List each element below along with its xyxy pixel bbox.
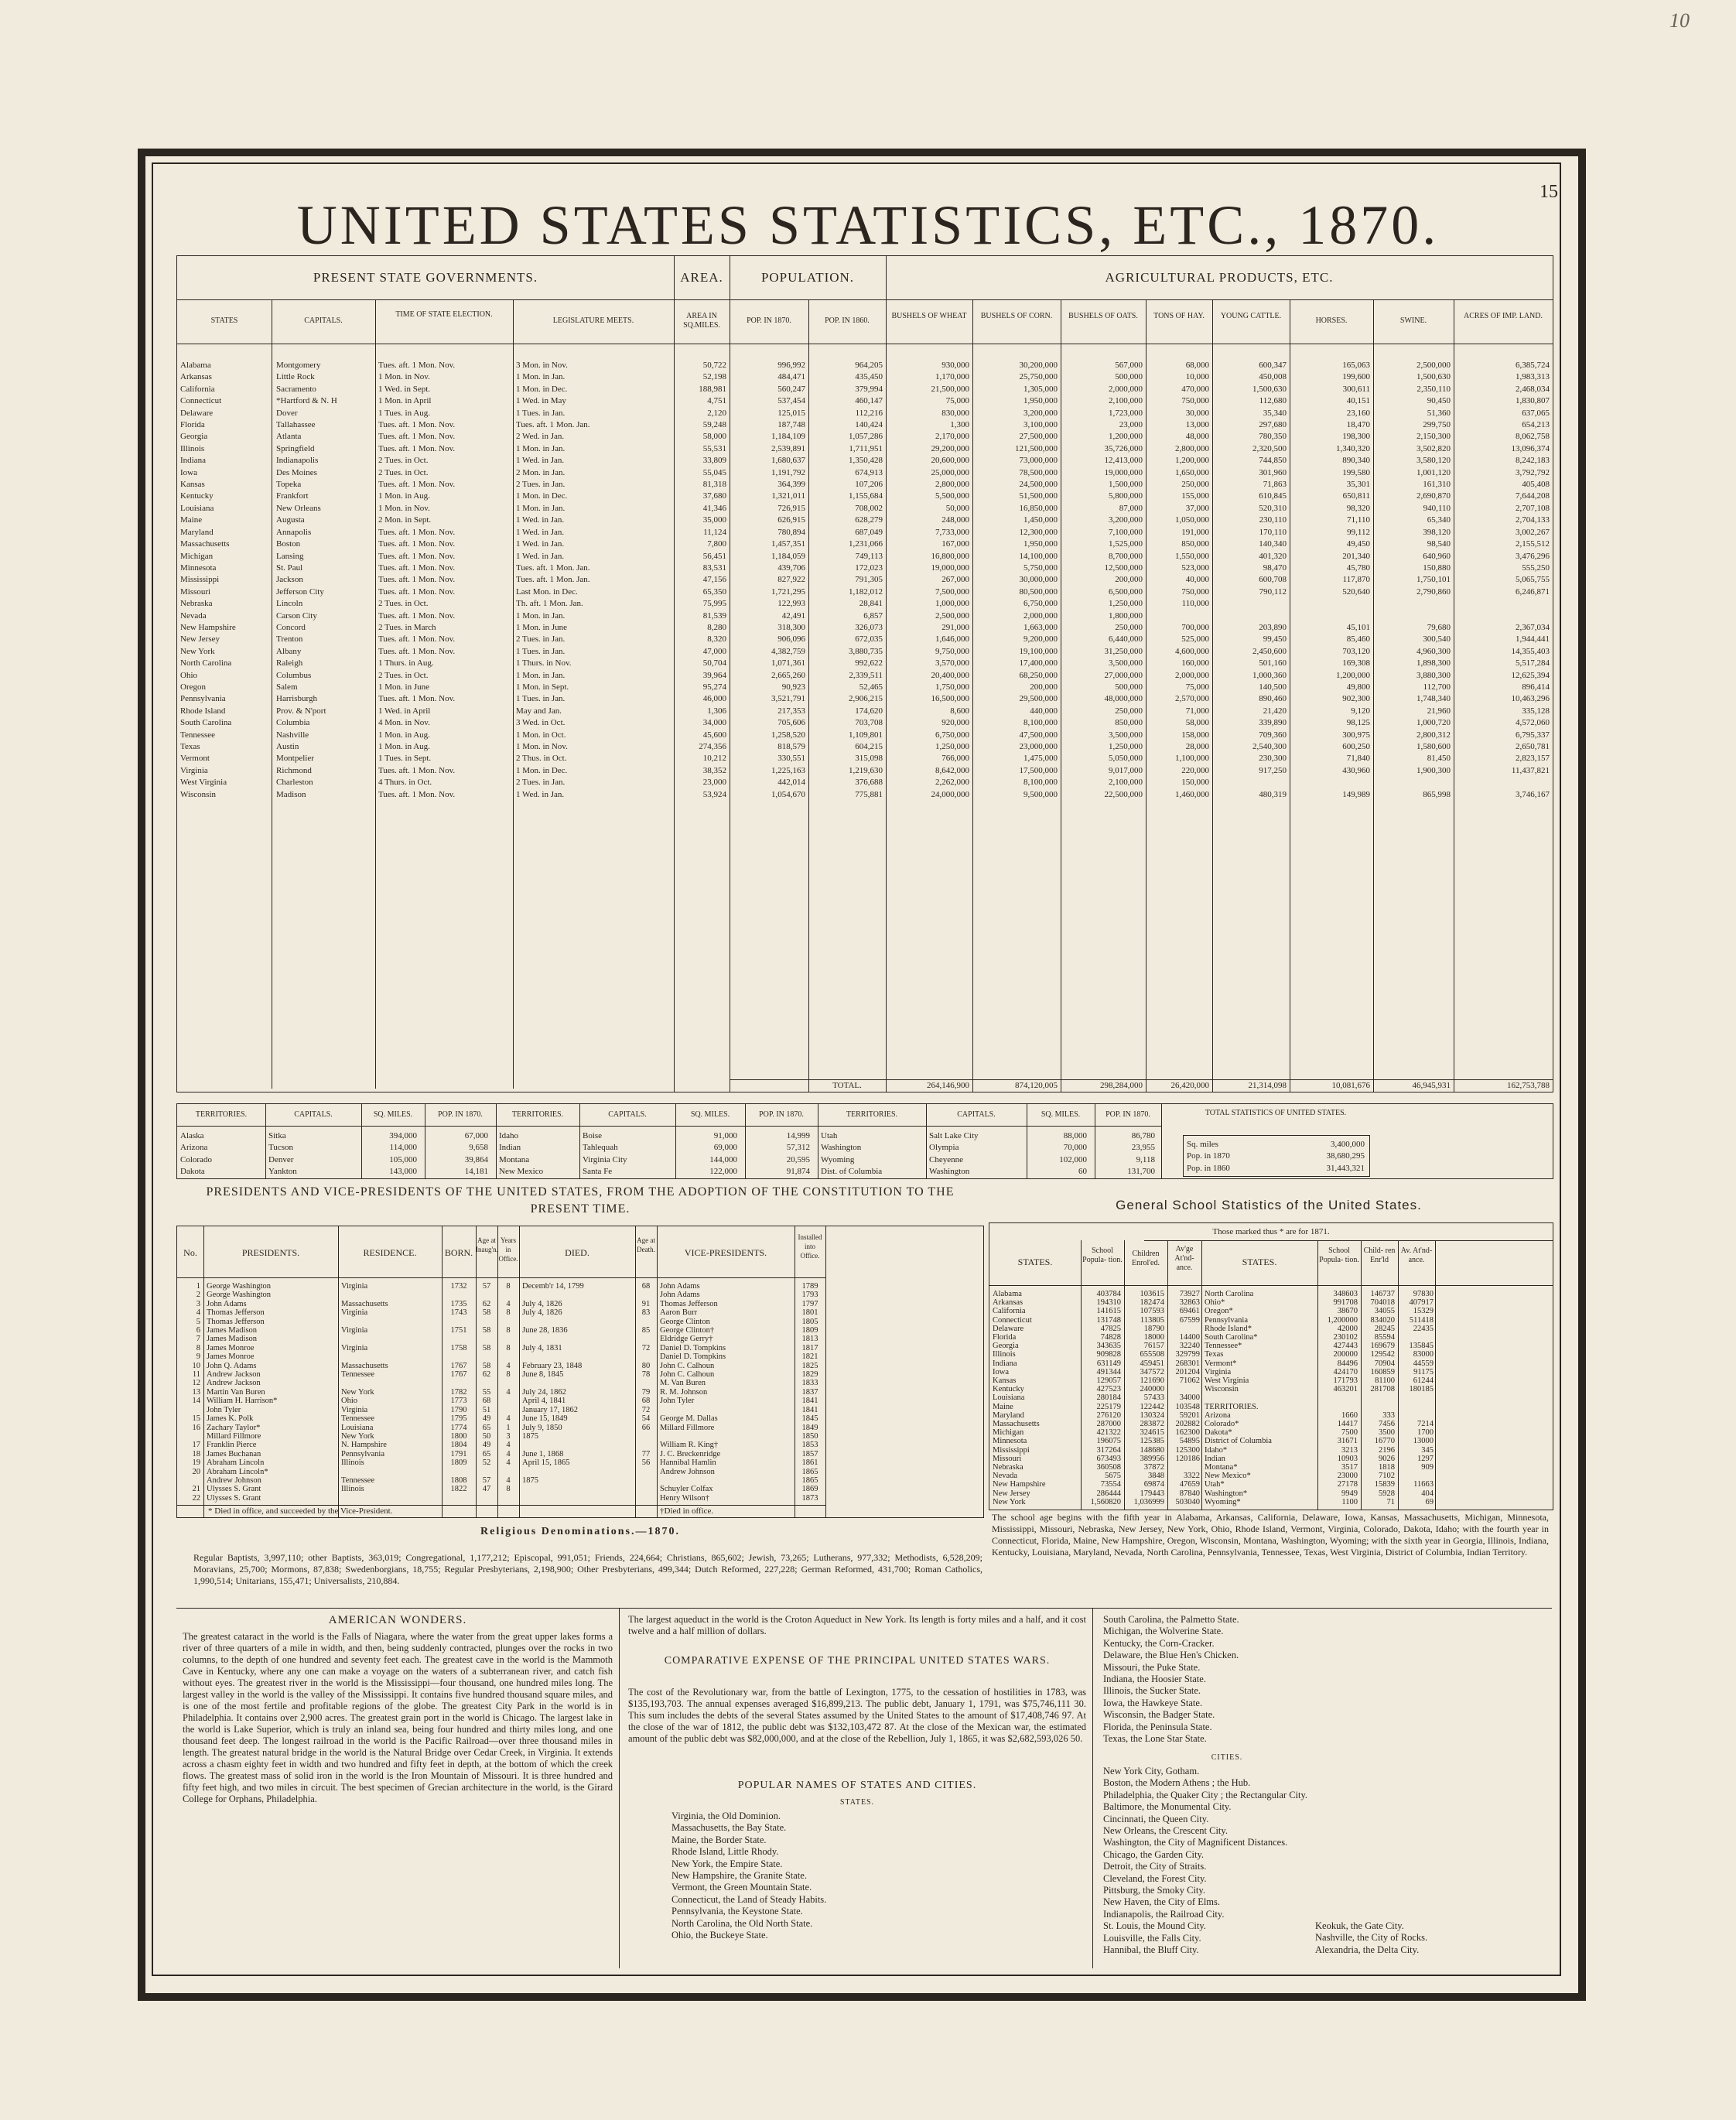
corner-note: 10 [1669,9,1690,32]
hdr-pop1860: POP. IN 1860. [825,316,870,325]
section-agri: AGRICULTURAL PRODUCTS, ETC. [1105,270,1334,285]
section-area: AREA. [680,270,723,285]
pres-footnote-1: * Died in office, and succeeded by the Vice-President. [208,1506,393,1516]
hdr-hay: TONS OF HAY. [1153,312,1205,320]
school-right-att: 97830 407917 15329 511418 22435 135845 83000 44559 91175 61244 180185 7214 1700 13000 345 1297 909 11663 404 69 [1409,1290,1434,1506]
col-swine: 2,500,000 1,500,630 2,350,110 90,450 51,360 299,750 2,150,300 3,502,820 3,580,120 1,001,120 161,310 2,690,870 940,110 65,340 398,120 98,540 640,960 150,880 1,750,101 2,790,860 79,680 300,540 4,960,300 1,898,300 3,880,300 112,700 1,748,340 21,960 1,000,720 2,800,312 1,580,600 81,450 1,900,300 865,998 [1416,361,1451,799]
pres-col-born: 1732 1735 1743 1751 1758 1767 1767 1782 1773 1790 1795 1774 1800 1804 1791 1809 1808 1822 [450,1282,467,1494]
pres-hdr-pres: PRESIDENTS. [241,1247,300,1258]
hdr-oats: BUSHELS OF OATS. [1068,312,1138,320]
terr-hdr-c2: CAPITALS. [608,1110,647,1119]
presidents-table [176,1226,984,1518]
state-table [176,255,1553,1092]
popular-cities-b: Keokuk, the Gate City. Nashville, the City of Rocks. Alexandria, the Delta City. [1315,1920,1428,1955]
wonders-title: AMERICAN WONDERS. [328,1614,467,1626]
hdr-swine: SWINE. [1399,316,1427,325]
terr-hdr-s2: SQ. MILES. [690,1110,730,1119]
pres-col-agedeath: 68 91 83 85 72 80 78 79 68 72 54 66 77 56 [641,1282,651,1468]
school-hdr-att2: Av. At'nd- ance. [1400,1246,1433,1264]
total-cattle: 21,314,098 [1248,1081,1287,1090]
school-table [989,1222,1553,1510]
col-states: Alabama Arkansas California Connecticut Delaware Florida Georgia Illinois Indiana Iowa Kansas Kentucky Louisiana Maine Maryland Massachusetts Michigan Minnesota Mississippi Missouri Nebraska Nevada New Hampshire New Jersey New York North Carolina Ohio Oregon Pennsylvania Rhode Island South Carolina Tennessee Texas Vermont Virginia West Virginia Wisconsin [180,361,236,799]
pres-hdr-res: RESIDENCE. [363,1247,417,1258]
page-number: 15 [1540,182,1558,202]
section-pop: POPULATION. [760,270,855,285]
school-right-pop: 348603 991708 38670 1,200000 42000 230102 427443 200000 84496 424170 171793 463201 1660 14417 7500 31671 3213 10903 3517 23000 27178 9949 1100 [1327,1290,1358,1506]
school-note: Those marked thus * are for 1871. [1212,1227,1330,1236]
col-capitals: Montgomery Little Rock Sacramento *Hartford & N. H Dover Tallahassee Atlanta Springfield Indianapolis Des Moines Topeka Frankfort New Orleans Augusta Annapolis Boston Lansing St. Paul Jackson Jefferson City Lincoln Carson City Concord Trenton Albany Raleigh Columbus Salem Harrisburgh Prov. & N'port Columbia Nashville Austin Montpelier Richmond Charleston Madison [276,361,337,799]
terr-g2-pop: 14,999 57,312 20,595 91,874 [786,1131,810,1177]
pres-col-years: 8 4 8 8 8 4 8 4 4 1 3 4 4 4 4 8 [506,1282,511,1494]
school-left-att: 73927 32863 69461 67599 14400 32240 329799 268301 201204 71062 34000 103548 59201 202882 162300 54895 125300 120186 3322 47659 87840 503040 [1175,1290,1200,1506]
popular-states-b: South Carolina, the Palmetto State. Michigan, the Wolverine State. Kentucky, the Corn-Cracker. Delaware, the Blue Hen's Chicken. Missouri, the Puke State. Indiana, the Hoosier State. Illinois, the Sucker State. Iowa, the Hawkeye State. Wisconsin, the Badger State. Florida, the Peninsula State. Texas, the Lone Star State. [1103,1614,1239,1745]
hdr-cattle: YOUNG CATTLE. [1220,312,1282,320]
section-gov: PRESENT STATE GOVERNMENTS. [313,270,538,285]
terr-g1-capitals: Sitka Tucson Denver Yankton [268,1131,297,1177]
total-swine: 46,945,931 [1412,1081,1451,1090]
col-hay: 68,000 10,000 470,000 750,000 30,000 13,000 48,000 2,800,000 1,200,000 1,650,000 250,000 155,000 37,000 1,050,000 191,000 850,000 1,550,000 523,000 40,000 750,000 110,000 700,000 525,000 4,600,000 160,000 2,000,000 75,000 2,570,000 71,000 58,000 158,000 28,000 1,100,000 220,000 150,000 1,460,000 [1175,361,1209,799]
terr-g1-names: Alaska Arizona Colorado Dakota [180,1131,212,1177]
terr-hdr-p2: POP. IN 1870. [759,1110,804,1119]
pres-hdr-born: BORN. [444,1247,473,1258]
hdr-wheat: BUSHELS OF WHEAT [891,312,967,320]
popular-cities-label: CITIES. [1211,1753,1243,1762]
pres-hdr-agedeath: Age at Death. [637,1236,655,1253]
pres-hdr-died: DIED. [565,1247,589,1258]
school-hdr-enrol: Children Enrol'ed. [1132,1250,1160,1267]
pres-col-res: Virginia Massachusetts Virginia Virginia Virginia Massachusetts Tennessee New York Ohio Virginia Tennessee Louisiana New York N. Hampshire Pennsylvania Illinois Tennessee Illinois [341,1282,388,1494]
religious-text: Regular Baptists, 3,997,110; other Baptists, 363,019; Congregational, 1,177,212; Episcopal, 991,051; Friends, 224,664; Christians, 865,602; Jewish, 73,265; Lutherans, 977,332; Methodists, 6,528,209; Moravians, 25,700; Mormons, 87,838; Swedenborgians, 18,755; Regular Presbyterians, 2,198,900; Other Presbyterians, 499,344; Dutch Reformed, 227,228; German Reformed, 431,700; Roman Catholics, 1,990,514; Unitarians, 155,471; Universalists, 210,884. [193,1552,982,1586]
col-cattle: 600,347 450,008 1,500,630 112,680 35,340 297,680 780,350 2,320,500 744,850 301,960 71,863 610,845 520,310 230,110 170,110 140,340 401,320 98,470 600,708 790,112 203,890 99,450 2,450,600 501,160 1,000,360 140,500 890,460 21,420 339,890 709,360 2,540,300 230,300 917,250 480,319 [1252,361,1287,799]
pres-col-no: 1 2 3 4 5 6 7 8 9 10 11 12 13 14 15 16 17 18 19 20 21 22 [192,1282,200,1503]
hdr-legislature: LEGISLATURE MEETS. [552,316,634,325]
school-left-pop: 403784 194310 141615 131748 47825 74828 343635 909828 631149 491344 129057 427523 280184 225179 276120 287000 421322 196075 317264 673493 360508 5675 73554 286444 1,560820 [1090,1290,1121,1506]
pres-hdr-inaug: Age at Inaug'n. [476,1236,498,1253]
col-corn: 30,200,000 25,750,000 1,305,000 1,950,000 3,200,000 3,100,000 27,500,000 121,500,000 73,000,000 78,500,000 24,500,000 51,500,000 16,850,000 1,450,000 12,300,000 1,950,000 14,100,000 5,750,000 30,000,000 80,500,000 6,750,000 2,000,000 1,663,000 9,200,000 19,100,000 17,400,000 68,250,000 200,000 29,500,000 440,000 8,100,000 47,500,000 23,000,000 1,475,000 17,500,000 8,100,000 9,500,000 [1015,361,1058,799]
terr-g1-pop: 67,000 9,658 39,864 14,181 [464,1131,488,1177]
terr-total-labels: Sq. miles Pop. in 1870 Pop. in 1860 [1187,1140,1230,1173]
school-hdr-att: Av'ge At'nd- ance. [1174,1245,1194,1272]
pres-col-died: Decemb'r 14, 1799 July 4, 1826 July 4, 1826 June 28, 1836 July 4, 1831 February 23, 1848 June 8, 1845 July 24, 1862 April 4, 1841 January 17, 1862 June 15, 1849 July 9, 1850 1875 June 1, 1868 April 15, 1865 1875 [522,1282,584,1485]
pres-col-installed: 1789 1793 1797 1801 1805 1809 1813 1817 1821 1825 1829 1833 1837 1841 1841 1845 1849 1850 1853 1857 1861 1865 1865 1869 1873 [801,1282,818,1503]
hdr-corn: BUSHELS OF CORN. [980,312,1053,320]
school-age-note: The school age begins with the fifth year in Alabama, Arkansas, California, Delaware, Iowa, Kansas, Massachusetts, Michigan, Minnesota, Mississippi, Missouri, Nebraska, New Jersey, New York, Ohio, Rhode Island, Vermont, Virginia, Colorado, Dakota, Idaho; with the fourth year in Connecticut, Florida, Maine, New Hampshire, Oregon, Wisconsin, Montana, Washington, Wyoming; with the sixth year in Georgia, Illinois, Indiana, Kentucky, Louisiana, Maryland, Nevada, North Carolina, Pennsylvania, Tennessee, Texas, West Virginia, District of Columbia, Indian Territory. [992,1512,1549,1558]
pres-hdr-years: Years in Office. [498,1236,518,1263]
popular-states-label: STATES. [839,1798,875,1807]
terr-g2-capitals: Boise Tahlequah Virginia City Santa Fe [583,1131,627,1177]
hdr-pop1870: POP. IN 1870. [747,316,791,325]
col-legislature: 3 Mon. in Nov. 1 Mon. in Jan. 1 Mon. in Dec. 1 Wed. in May 1 Tues. in Jan. Tues. aft. 1 Mon. Jan. 2 Wed. in Jan. 1 Mon. in Jan. 1 Wed. in Jan. 2 Mon. in Jan. 2 Tues. in Jan. 1 Mon. in Dec. 1 Mon. in Jan. 1 Wed. in Jan. 1 Wed. in Jan. 1 Wed. in Jan. 1 Wed. in Jan. Tues. aft. 1 Mon. Jan. Tues. aft. 1 Mon. Jan. Last Mon. in Dec. Th. aft. 1 Mon. Jan. 1 Mon. in Jan. 1 Mon. in June 2 Tues. in Jan. 1 Tues. in Jan. 1 Thurs. in Nov. 1 Mon. in Jan. 1 Mon. in Sept. 1 Tues. in Jan. May and Jan. 3 Wed. in Oct. 1 Mon. in Oct. 1 Mon. in Nov. 2 Thus. in Oct. 1 Mon. in Dec. 2 Tues. in Jan. 1 Wed. in Jan. [516,361,590,799]
terr-hdr-c3: CAPITALS. [957,1110,996,1119]
col-election: Tues. aft. 1 Mon. Nov. 1 Mon. in Nov. 1 Wed. in Sept. 1 Mon. in April 1 Tues. in Aug. Tues. aft. 1 Mon. Nov. Tues. aft. 1 Mon. Nov. Tues. aft. 1 Mon. Nov. 2 Tues. in Oct. 2 Tues. in Oct. Tues. aft. 1 Mon. Nov. 1 Mon. in Aug. 1 Mon. in Nov. 2 Mon. in Sept. Tues. aft. 1 Mon. Nov. Tues. aft. 1 Mon. Nov. Tues. aft. 1 Mon. Nov. Tues. aft. 1 Mon. Nov. Tues. aft. 1 Mon. Nov. Tues. aft. 1 Mon. Nov. 2 Tues. in Oct. Tues. aft. 1 Mon. Nov. 2 Tues. in March Tues. aft. 1 Mon. Nov. Tues. aft. 1 Mon. Nov. 1 Thurs. in Aug. 2 Tues. in Oct. 1 Mon. in June Tues. aft. 1 Mon. Nov. 1 Wed. in April 4 Mon. in Nov. 1 Mon. in Aug. 1 Mon. in Aug. 1 Tues. in Sept. Tues. aft. 1 Mon. Nov. 4 Thurs. in Oct. Tues. aft. 1 Mon. Nov. [378,361,456,799]
terr-g3-names: Utah Washington Wyoming Dist. of Columbia [821,1131,883,1177]
total-corn: 874,120,005 [1015,1081,1058,1090]
territories-table [176,1103,1553,1179]
pres-col-inaug: 57 62 58 58 58 58 62 55 68 51 49 65 50 49 65 52 57 47 [482,1282,491,1494]
total-oats: 298,284,000 [1100,1081,1143,1090]
terr-g2-names: Idaho Indian Montana New Mexico [499,1131,544,1177]
col-horses: 165,063 199,600 300,611 40,151 23,160 18,470 198,300 1,340,320 890,340 199,580 35,301 650,811 98,320 71,110 99,112 49,450 201,340 45,780 117,870 520,640 45,101 85,460 703,120 169,308 1,200,000 49,800 902,300 9,120 98,125 300,975 600,250 71,840 430,960 149,989 [1336,361,1370,799]
school-hdr-pop: School Popula- tion. [1082,1246,1123,1264]
terr-g3-sq: 88,000 70,000 102,000 60 [1059,1131,1087,1177]
expense-text: The cost of the Revolutionary war, from the battle of Lexington, 1775, to the cessation of hostilities in 1783, was $135,193,703. The annual expenses averaged $16,899,213. The public debt, January 1, 1791, was $75,746,111 30. This sum includes the debts of the several States assumed by the United States to the amount of $17,408,746 97. At the close of the war of 1812, the public debt was $132,103,472 87. At the close of the Mexican war, the estimated amount of the public debt was $82,000,000, and at the close of the Rebellion, July 1, 1865, it was $2,682,593,026 50. [628,1687,1086,1744]
school-left-states: Alabama Arkansas California Connecticut Delaware Florida Georgia Illinois Indiana Iowa Kansas Kentucky Louisiana Maine Maryland Massachusetts Michigan Minnesota Mississippi Missouri Nebraska Nevada New Hampshire New Jersey New York [993,1290,1046,1506]
hdr-election: TIME OF STATE ELECTION. [395,310,493,319]
expense-title: COMPARATIVE EXPENSE OF THE PRINCIPAL UNITED STATES WARS. [664,1655,1051,1667]
religious-title: Religious Denominations.—1870. [480,1526,680,1537]
terr-hdr-s1: SQ. MILES. [373,1110,413,1119]
hdr-area: AREA IN SQ.MILES. [683,312,720,330]
col-pop1870: 996,992 484,471 560,247 537,454 125,015 187,748 1,184,109 2,539,891 1,680,637 1,191,792 364,399 1,321,011 726,915 626,915 780,894 1,457,351 1,184,059 439,706 827,922 1,721,295 122,993 42,491 318,300 906,096 4,382,759 1,071,361 2,665,260 90,923 3,521,791 217,353 705,606 1,258,520 818,579 330,551 1,225,163 442,014 1,054,670 [771,361,805,799]
terr-g2-sq: 91,000 69,000 144,000 122,000 [709,1131,737,1177]
popular-cities-a: New York City, Gotham. Boston, the Modern Athens ; the Hub. Philadelphia, the Quaker City ; the Rectangular City. Baltimore, the Monumental City. Cincinnati, the Queen City. New Orleans, the Crescent City. Washington, the City of Magnificent Distances. Chicago, the Garden City. Detroit, the City of Straits. Cleveland, the Forest City. Pittsburg, the Smoky City. New Haven, the City of Elms. Indianapolis, the Railroad City. St. Louis, the Mound City. Louisville, the Falls City. Hannibal, the Bluff City. [1103,1766,1308,1956]
school-left-enrol: 103615 182474 107593 113805 18790 18000 76157 655508 459451 347572 121690 240000 57433 122442 130324 283872 324615 125385 148680 389956 37872 3848 69874 179443 1,036999 [1133,1290,1164,1506]
school-right-enrol: 146737 704018 34055 834020 28245 85594 169679 129542 70904 160859 81100 281708 333 7456 3500 16770 2196 9026 1818 7102 15839 5928 71 [1370,1290,1395,1506]
terr-hdr-c1: CAPITALS. [294,1110,333,1119]
school-hdr-states: STATES. [1017,1257,1053,1267]
aqueduct-text: The largest aqueduct in the world is the Croton Aqueduct in New York. Its length is forty miles and a half, and it cost twelve and a half million of dollars. [628,1614,1086,1636]
terr-hdr-p3: POP. IN 1870. [1106,1110,1150,1119]
pres-footnote-2: †Died in office. [660,1506,714,1516]
hdr-acres: ACRES OF IMP. LAND. [1464,312,1543,320]
wonders-text: The greatest cataract in the world is the Falls of Niagara, where the water from the great upper lakes forms a river of three quarters of a mile in width, and then, being suddenly contracted, plunges over the rocks in two columns, to the depth of one hundred and seventy feet each. The greatest cave in the world is the Mammoth Cave in Kentucky, where any one can make a voyage on the waters of a subterranean river, and catch fish without eyes. The greatest river in the world is the Mississippi—four thousand, one hundred miles long. The largest valley in the world is the valley of the Mississippi. It contains five hundred thousand square miles, and is one of the most fertile and profitable regions of the globe. The greatest City Park in the world is in Philadelphia. It contains over 2,900 acres. The greatest grain port in the world is Chicago. The largest lake in the world is Lake Superior, which is truly an inland sea, being four hundred and thirty miles long, and one thousand feet deep. The longest railroad in the world is the Pacific Railroad—over three thousand miles in length. The greatest natural bridge in the world is the Natural Bridge over Cedar Creek, in Virginia. It extends across a chasm eighty feet in width and two hundred and fifty feet in depth, at the bottom of which the creek flows. The greatest mass of solid iron in the world is the Iron Mountain of Missouri. It is three hundred and fifty feet high, and two miles in circuit. The best specimen of Grecian architecture in the world, is the Girard College for Orphans, Philadelphia. [183,1631,613,1804]
terr-hdr-p1: POP. IN 1870. [438,1110,483,1119]
terr-g1-sq: 394,000 114,000 105,000 143,000 [389,1131,417,1177]
hdr-capitals: CAPITALS. [304,316,343,325]
total-hay: 26,420,000 [1170,1081,1209,1090]
terr-g3-capitals: Salt Lake City Olympia Cheyenne Washington [929,1131,979,1177]
school-right-states: North Carolina Ohio* Oregon* Pennsylvania Rhode Island* South Carolina* Tennessee* Texas Vermont* Virginia West Virginia Wisconsin TERRITORIES. Arizona Colorado* Dakota* District of Columbia Idaho* Indian Montana* New Mexico* Utah* Washington* Wyoming* [1205,1290,1272,1506]
col-pop1860: 964,205 435,450 379,994 460,147 112,216 140,424 1,057,286 1,711,951 1,350,428 674,913 107,206 1,155,684 708,002 628,279 687,049 1,231,066 749,113 172,023 791,305 1,182,012 28,841 6,857 326,073 672,035 3,880,735 992,622 2,339,511 52,465 2,906,215 174,620 703,708 1,109,801 604,215 315,098 1,219,630 376,688 775,881 [849,361,883,799]
terr-total-box [1183,1135,1370,1177]
pres-col-pres: George Washington George Washington John Adams Thomas Jefferson Thomas Jefferson James Madison James Madison James Monroe James Monroe John Q. Adams Andrew Jackson Andrew Jackson Martin Van Buren William H. Harrison* John Tyler James K. Polk Zachary Taylor* Millard Fillmore Franklin Pierce James Buchanan Abraham Lincoln Abraham Lincoln* Andrew Johnson Ulysses S. Grant Ulysses S. Grant [207,1282,278,1503]
col-acres: 6,385,724 1,983,313 2,468,034 1,830,807 637,065 654,213 8,062,758 13,096,374 8,242,183 3,792,792 405,408 7,644,208 2,707,108 2,704,133 3,002,267 2,155,512 3,476,296 555,250 5,065,755 6,246,871 2,367,034 1,944,441 14,355,403 5,517,284 12,625,394 896,414 10,463,296 335,128 4,572,060 6,795,337 2,650,781 2,823,157 11,437,821 3,746,167 [1511,361,1550,799]
school-hdr-enrol2: Child- ren Enr'ld [1363,1246,1396,1264]
popular-title: POPULAR NAMES OF STATES AND CITIES. [737,1780,977,1791]
pres-col-vp: John Adams John Adams Thomas Jefferson Aaron Burr George Clinton George Clinton† Eldridge Gerry† Daniel D. Tompkins Daniel D. Tompkins John C. Calhoun John C. Calhoun M. Van Buren R. M. Johnson John Tyler George M. Dallas Millard Fillmore William R. King† J. C. Breckenridge Hannibal Hamlin Andrew Johnson Schuyler Colfax Henry Wilson† [660,1282,726,1503]
terr-hdr-t2: TERRITORIES. [511,1110,564,1119]
school-hdr-pop2: School Popula- tion. [1319,1246,1359,1264]
total-acres: 162,753,788 [1507,1081,1550,1090]
terr-hdr-t1: TERRITORIES. [195,1110,248,1119]
presidents-title: PRESIDENTS AND VICE-PRESIDENTS OF THE UNITED STATES, FROM THE ADOPTION OF THE CONSTITUTION TO THE PRESENT TIME. [206,1185,955,1216]
school-hdr-states2: STATES. [1242,1257,1277,1267]
hdr-horses: HORSES. [1315,316,1348,325]
col-area: 50,722 52,198 188,981 4,751 2,120 59,248 58,000 55,531 33,809 55,045 81,318 37,680 41,346 35,000 11,124 7,800 56,451 83,531 47,156 65,350 75,995 81,539 8,280 8,320 47,000 50,704 39,964 95,274 46,000 1,306 34,000 45,600 274,356 10,212 38,352 23,000 53,924 [699,361,726,799]
total-wheat: 264,146,900 [927,1081,969,1090]
popular-states-a: Virginia, the Old Dominion. Massachusetts, the Bay State. Maine, the Border State. Rhode Island, Little Rhody. New York, the Empire State. New Hampshire, the Granite State. Vermont, the Green Mountain State. Connecticut, the Land of Steady Habits. Pennsylvania, the Keystone State. North Carolina, the Old North State. Ohio, the Buckeye State. [672,1811,827,1941]
terr-total-values: 3,400,000 38,680,295 31,443,321 [1326,1140,1365,1173]
school-title: General School Statistics of the United States. [1116,1198,1422,1212]
pres-hdr-vp: VICE-PRESIDENTS. [684,1247,767,1258]
hdr-states: STATES [210,316,238,325]
terr-hdr-t3: TERRITORIES. [846,1110,898,1119]
terr-g3-pop: 86,780 23,955 9,118 131,700 [1127,1131,1155,1177]
pres-hdr-installed: Installed into Office. [798,1233,822,1260]
terr-hdr-s3: SQ. MILES. [1041,1110,1081,1119]
col-oats: 567,000 500,000 2,000,000 2,100,000 1,723,000 23,000 1,200,000 35,726,000 12,413,000 19,000,000 1,500,000 5,800,000 87,000 3,200,000 7,100,000 1,525,000 8,700,000 12,500,000 200,000 6,500,000 1,250,000 1,800,000 250,000 6,440,000 31,250,000 3,500,000 27,000,000 500,000 48,000,000 250,000 850,000 3,500,000 1,250,000 5,050,000 9,017,000 2,100,000 22,500,000 [1104,361,1143,799]
terr-total-title: TOTAL STATISTICS OF UNITED STATES. [1205,1109,1347,1117]
total-horses: 10,081,676 [1331,1081,1370,1090]
col-wheat: 930,000 1,170,000 21,500,000 75,000 830,000 1,300 2,170,000 29,200,000 20,600,000 25,000,000 2,800,000 5,500,000 50,000 248,000 7,733,000 167,000 16,800,000 19,000,000 267,000 7,500,000 1,000,000 2,500,000 291,000 1,646,000 9,750,000 3,570,000 20,400,000 1,750,000 16,500,000 8,600 920,000 6,750,000 1,250,000 766,000 8,642,000 2,262,000 24,000,000 [931,361,969,799]
total-label: TOTAL. [832,1081,862,1090]
pres-hdr-no: No. [183,1247,197,1258]
page-title: UNITED STATES STATISTICS, ETC., 1870. [296,194,1440,256]
